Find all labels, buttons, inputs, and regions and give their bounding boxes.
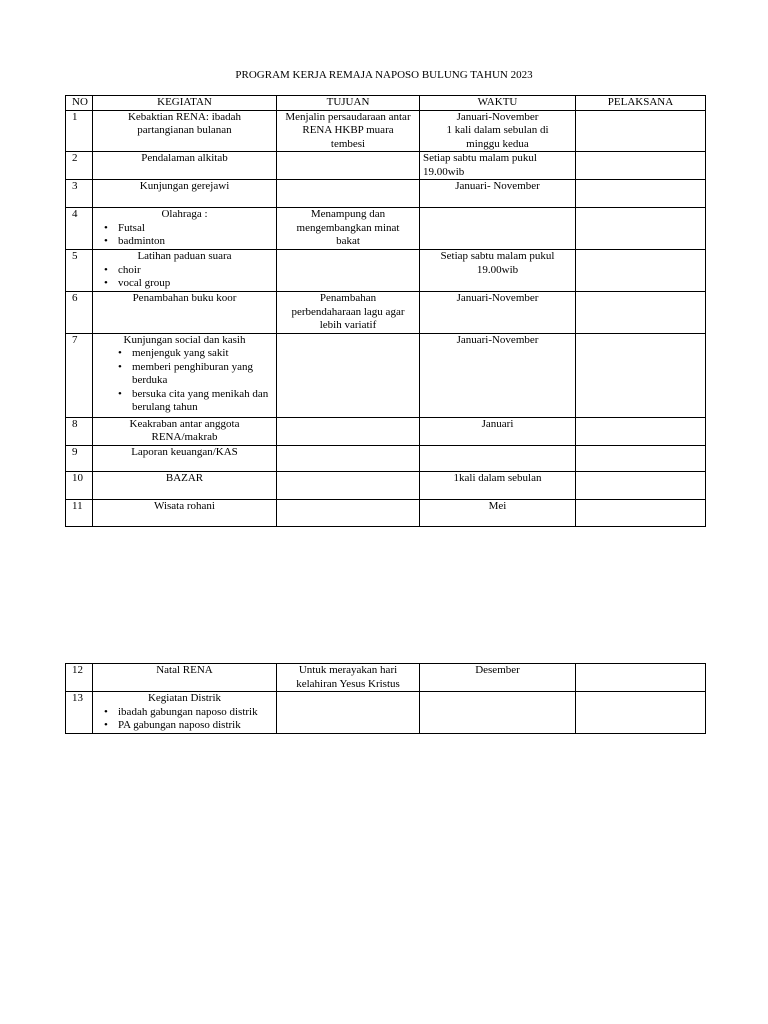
tujuan-cell	[277, 417, 420, 445]
header-pelaksana: PELAKSANA	[576, 96, 706, 111]
waktu-cell	[420, 208, 576, 250]
table-row	[66, 208, 706, 250]
pelaksana-cell	[576, 292, 706, 334]
table-row	[66, 417, 706, 445]
waktu-cell: Januari-November	[420, 333, 576, 417]
list-item: • vocal group	[118, 277, 273, 291]
tujuan-line: perbendaharaan lagu agar	[291, 305, 405, 318]
kegiatan-line: Keakraban antar anggota	[129, 417, 240, 430]
program-table-continued	[65, 663, 706, 734]
kegiatan-cell	[93, 692, 277, 734]
row-number: 4	[66, 208, 93, 250]
list-item: • ibadah gabungan naposo distrik	[118, 706, 273, 720]
tujuan-cell	[277, 180, 420, 208]
kegiatan-cell	[93, 333, 277, 417]
pelaksana-cell	[576, 664, 706, 692]
kegiatan-heading: Kunjungan social dan kasih	[123, 333, 246, 346]
kegiatan-heading: Latihan paduan suara	[137, 250, 232, 262]
list-item: • memberi penghiburan yang berduka	[132, 361, 273, 388]
tujuan-cell	[277, 471, 420, 499]
kegiatan-cell: Laporan keuangan/KAS	[93, 445, 277, 471]
tujuan-cell	[277, 664, 420, 692]
tujuan-cell	[277, 250, 420, 292]
document-title: PROGRAM KERJA REMAJA NAPOSO BULUNG TAHUN 2023	[235, 69, 533, 81]
table-row	[66, 152, 706, 180]
kegiatan-cell: Kunjungan gerejawi	[93, 180, 277, 208]
waktu-cell: 1kali dalam sebulan	[420, 471, 576, 499]
pelaksana-cell	[576, 692, 706, 734]
pelaksana-cell	[576, 499, 706, 526]
tujuan-cell	[277, 152, 420, 180]
header-no: NO	[66, 96, 93, 111]
table-row	[66, 250, 706, 292]
kegiatan-list	[96, 264, 273, 291]
table-row	[66, 180, 706, 208]
tujuan-cell	[277, 333, 420, 417]
waktu-cell	[420, 445, 576, 471]
row-number: 11	[66, 499, 93, 526]
tujuan-cell	[277, 499, 420, 526]
row-number: 5	[66, 250, 93, 292]
table-row	[66, 333, 706, 417]
row-number: 1	[66, 110, 93, 152]
pelaksana-cell	[576, 445, 706, 471]
waktu-cell: Januari- November	[420, 180, 576, 208]
row-number: 6	[66, 292, 93, 334]
list-item: • Futsal	[118, 222, 273, 236]
kegiatan-cell: Wisata rohani	[93, 499, 277, 526]
waktu-cell: Januari	[420, 417, 576, 445]
header-kegiatan: KEGIATAN	[93, 96, 277, 111]
tujuan-cell	[277, 692, 420, 734]
list-item: • badminton	[118, 235, 273, 249]
table-row	[66, 110, 706, 152]
pelaksana-cell	[576, 333, 706, 417]
tujuan-line: kelahiran Yesus Kristus	[296, 677, 400, 690]
kegiatan-cell: Penambahan buku koor	[93, 292, 277, 334]
waktu-line: 19.00wib	[476, 263, 519, 276]
header-waktu: WAKTU	[420, 96, 576, 111]
tujuan-line: lebih variatif	[319, 319, 377, 331]
pelaksana-cell	[576, 180, 706, 208]
kegiatan-heading: Olahraga :	[161, 208, 208, 220]
kegiatan-line: Kebaktian RENA: ibadah	[127, 110, 242, 123]
table-row	[66, 292, 706, 334]
list-item: • bersuka cita yang menikah dan berulang tahun	[132, 388, 273, 415]
pelaksana-cell	[576, 471, 706, 499]
table-row	[66, 664, 706, 692]
tujuan-cell	[277, 445, 420, 471]
row-number: 9	[66, 445, 93, 471]
waktu-cell	[420, 250, 576, 292]
waktu-cell: Januari-November	[420, 292, 576, 334]
kegiatan-heading: Kegiatan Distrik	[147, 692, 221, 704]
tujuan-cell	[277, 110, 420, 152]
waktu-line: 1 kali dalam sebulan di	[446, 124, 549, 136]
waktu-line: 19.00wib	[423, 165, 465, 178]
waktu-line: Januari-November	[456, 110, 539, 123]
tujuan-line: Untuk merayakan hari	[298, 664, 398, 676]
kegiatan-cell: BAZAR	[93, 471, 277, 499]
row-number: 3	[66, 180, 93, 208]
table-header-row	[66, 96, 706, 111]
waktu-cell	[420, 152, 576, 180]
pelaksana-cell	[576, 250, 706, 292]
list-item: • PA gabungan naposo distrik	[118, 719, 273, 733]
waktu-line: minggu kedua	[466, 137, 529, 150]
kegiatan-cell	[93, 250, 277, 292]
row-number: 12	[66, 664, 93, 692]
waktu-line: Setiap sabtu malam pukul	[423, 152, 537, 164]
row-number: 10	[66, 471, 93, 499]
tujuan-line: tembesi	[330, 137, 366, 150]
kegiatan-cell	[93, 417, 277, 445]
header-tujuan: TUJUAN	[277, 96, 420, 111]
tujuan-line: Penambahan	[319, 292, 377, 304]
table-row	[66, 471, 706, 499]
pelaksana-cell	[576, 208, 706, 250]
pelaksana-cell	[576, 417, 706, 445]
row-number: 13	[66, 692, 93, 734]
tujuan-line: RENA HKBP muara	[302, 124, 394, 136]
tujuan-line: Menjalin persaudaraan antar	[285, 110, 411, 123]
tujuan-cell	[277, 208, 420, 250]
list-item: • menjenguk yang sakit	[132, 347, 273, 361]
waktu-cell: Mei	[420, 499, 576, 526]
kegiatan-cell	[93, 110, 277, 152]
kegiatan-line: partangianan bulanan	[137, 124, 232, 136]
kegiatan-cell: Natal RENA	[93, 664, 277, 692]
kegiatan-line: RENA/makrab	[151, 431, 218, 443]
waktu-cell	[420, 110, 576, 152]
kegiatan-list	[96, 347, 273, 415]
kegiatan-cell: Pendalaman alkitab	[93, 152, 277, 180]
row-number: 2	[66, 152, 93, 180]
waktu-cell	[420, 692, 576, 734]
waktu-cell: Desember	[420, 664, 576, 692]
tujuan-line: mengembangkan minat	[296, 221, 400, 234]
waktu-line: Setiap sabtu malam pukul	[440, 250, 555, 262]
table-row	[66, 692, 706, 734]
pelaksana-cell	[576, 152, 706, 180]
list-item: • choir	[118, 264, 273, 278]
table-row	[66, 499, 706, 526]
pelaksana-cell	[576, 110, 706, 152]
tujuan-cell	[277, 292, 420, 334]
table-row	[66, 445, 706, 471]
tujuan-line: Menampung dan	[310, 208, 386, 220]
row-number: 7	[66, 333, 93, 417]
row-number: 8	[66, 417, 93, 445]
program-table	[65, 95, 706, 527]
tujuan-line: bakat	[336, 235, 360, 247]
kegiatan-list	[96, 222, 273, 249]
kegiatan-cell	[93, 208, 277, 250]
kegiatan-list	[96, 706, 273, 733]
